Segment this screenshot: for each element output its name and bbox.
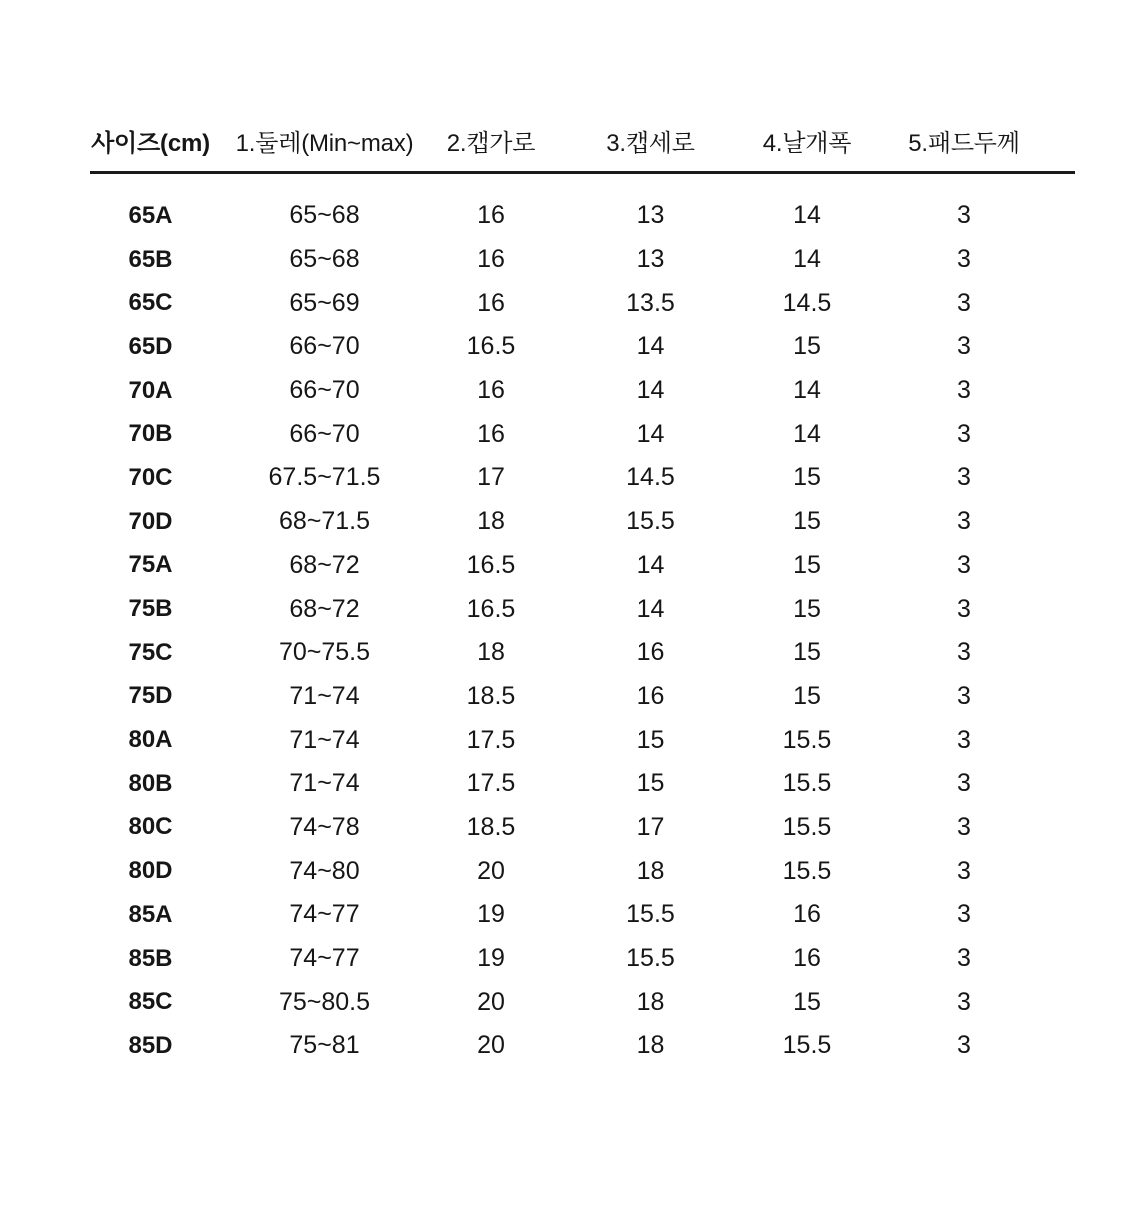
value-cell: 14 (793, 376, 821, 405)
size-cell: 65D (128, 332, 173, 360)
value-cell: 71~74 (289, 681, 360, 710)
size-cell: 70A (128, 376, 173, 404)
header-pad-thickness: 5.패드두께 (908, 129, 1020, 157)
value-cell: 15.5 (782, 812, 832, 841)
value-cell: 71~74 (289, 769, 360, 798)
value-cell: 65~69 (289, 288, 360, 317)
value-cell: 16.5 (466, 594, 516, 623)
value-cell: 16 (477, 201, 505, 230)
value-cell: 65~68 (289, 245, 360, 274)
value-cell: 74~80 (289, 856, 360, 885)
size-cell: 80C (128, 813, 173, 841)
size-cell: 80D (128, 857, 173, 885)
header-wing-width: 4.날개폭 (762, 129, 852, 157)
value-cell: 14.5 (782, 288, 832, 317)
value-cell: 16 (477, 376, 505, 405)
value-cell: 18.5 (466, 812, 516, 841)
value-cell: 65~68 (289, 201, 360, 230)
value-cell: 15 (793, 332, 821, 361)
size-cell: 65B (128, 245, 173, 273)
value-cell: 74~77 (289, 900, 360, 929)
value-cell: 15.5 (626, 507, 675, 536)
value-cell: 3 (957, 638, 971, 667)
value-cell: 15 (636, 725, 665, 754)
value-cell: 17 (636, 812, 665, 841)
value-cell: 18 (477, 507, 505, 536)
value-cell: 16 (636, 681, 665, 710)
value-cell: 66~70 (289, 376, 360, 405)
size-cell: 75A (128, 551, 173, 579)
value-cell: 67.5~71.5 (268, 463, 381, 492)
header-cup-height: 3.캡세로 (606, 129, 695, 157)
header-divider (90, 171, 1075, 174)
header-size: 사이즈(cm) (91, 129, 210, 157)
value-cell: 15 (793, 594, 821, 623)
value-cell: 3 (957, 201, 971, 230)
value-cell: 16 (793, 944, 821, 973)
value-cell: 3 (957, 245, 971, 274)
value-cell: 3 (957, 507, 971, 536)
size-cell: 65C (128, 289, 173, 317)
size-cell: 70B (128, 420, 173, 448)
value-cell: 14 (793, 201, 821, 230)
value-cell: 71~74 (289, 725, 360, 754)
value-cell: 14 (793, 419, 821, 448)
value-cell: 3 (957, 376, 971, 405)
value-cell: 3 (957, 1031, 971, 1060)
value-cell: 14 (636, 332, 665, 361)
value-cell: 3 (957, 419, 971, 448)
value-cell: 13 (636, 245, 665, 274)
value-cell: 70~75.5 (278, 638, 371, 667)
value-cell: 19 (477, 900, 505, 929)
size-cell: 85D (128, 1031, 173, 1059)
value-cell: 14 (636, 376, 665, 405)
size-cell: 85B (128, 944, 173, 972)
value-cell: 75~81 (289, 1031, 360, 1060)
value-cell: 18 (636, 987, 665, 1016)
value-cell: 13 (636, 201, 665, 230)
value-cell: 16.5 (466, 332, 516, 361)
value-cell: 68~72 (289, 594, 360, 623)
size-cell: 80B (128, 769, 173, 797)
value-cell: 16 (477, 288, 505, 317)
size-cell: 85C (128, 988, 173, 1016)
size-chart-table (90, 118, 1075, 1068)
value-cell: 14 (636, 419, 665, 448)
value-cell: 14 (636, 550, 665, 579)
value-cell: 14 (793, 245, 821, 274)
value-cell: 3 (957, 944, 971, 973)
size-cell: 80A (128, 726, 173, 754)
value-cell: 17.5 (466, 725, 516, 754)
size-cell: 75B (128, 595, 173, 623)
value-cell: 3 (957, 463, 971, 492)
size-cell: 75C (128, 638, 173, 666)
value-cell: 18 (636, 856, 665, 885)
value-cell: 3 (957, 812, 971, 841)
value-cell: 15 (793, 507, 821, 536)
value-cell: 15.5 (782, 725, 832, 754)
value-cell: 15.5 (626, 900, 675, 929)
size-cell: 75D (128, 682, 173, 710)
value-cell: 15.5 (782, 1031, 832, 1060)
value-cell: 75~80.5 (278, 987, 371, 1016)
value-cell: 18 (477, 638, 505, 667)
value-cell: 15.5 (782, 856, 832, 885)
value-cell: 66~70 (289, 332, 360, 361)
value-cell: 15 (636, 769, 665, 798)
value-cell: 20 (477, 987, 505, 1016)
value-cell: 16 (477, 419, 505, 448)
size-cell: 70D (128, 507, 173, 535)
value-cell: 68~72 (289, 550, 360, 579)
value-cell: 3 (957, 769, 971, 798)
value-cell: 66~70 (289, 419, 360, 448)
value-cell: 16 (477, 245, 505, 274)
value-cell: 3 (957, 987, 971, 1016)
value-cell: 15 (793, 681, 821, 710)
value-cell: 3 (957, 856, 971, 885)
value-cell: 74~78 (289, 812, 360, 841)
value-cell: 15.5 (782, 769, 832, 798)
value-cell: 68~71.5 (278, 507, 371, 536)
value-cell: 19 (477, 944, 505, 973)
value-cell: 17 (477, 463, 505, 492)
value-cell: 3 (957, 725, 971, 754)
value-cell: 74~77 (289, 944, 360, 973)
value-cell: 15.5 (626, 944, 675, 973)
value-cell: 14 (636, 594, 665, 623)
value-cell: 17.5 (466, 769, 516, 798)
value-cell: 16 (793, 900, 821, 929)
size-cell: 70C (128, 463, 173, 491)
value-cell: 3 (957, 332, 971, 361)
value-cell: 3 (957, 594, 971, 623)
header-girth: 1.둘레(Min~max) (235, 129, 414, 157)
size-cell: 65A (128, 201, 173, 229)
value-cell: 20 (477, 856, 505, 885)
value-cell: 3 (957, 681, 971, 710)
value-cell: 18.5 (466, 681, 516, 710)
value-cell: 18 (636, 1031, 665, 1060)
size-cell: 85A (128, 900, 173, 928)
value-cell: 16.5 (466, 550, 516, 579)
header-cup-width: 2.캡가로 (446, 129, 536, 157)
value-cell: 13.5 (626, 288, 675, 317)
value-cell: 15 (793, 463, 821, 492)
value-cell: 20 (477, 1031, 505, 1060)
value-cell: 15 (793, 550, 821, 579)
value-cell: 15 (793, 638, 821, 667)
value-cell: 15 (793, 987, 821, 1016)
value-cell: 16 (636, 638, 665, 667)
value-cell: 3 (957, 288, 971, 317)
value-cell: 3 (957, 900, 971, 929)
value-cell: 14.5 (626, 463, 675, 492)
value-cell: 3 (957, 550, 971, 579)
